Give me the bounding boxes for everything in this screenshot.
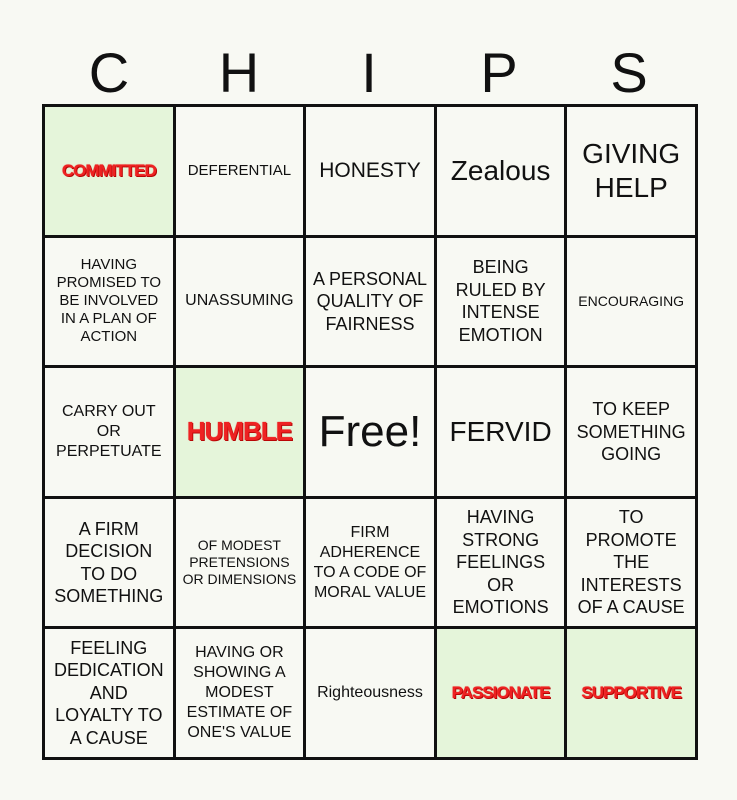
bingo-cell-r4c3[interactable]: [306, 499, 434, 627]
bingo-cell-r2c2[interactable]: [176, 238, 304, 366]
bingo-cell-r4c4[interactable]: [437, 499, 565, 627]
bingo-cell-r3c4[interactable]: [437, 368, 565, 496]
bingo-cell-r3c2[interactable]: [176, 368, 304, 496]
bingo-cell-r3c1[interactable]: [45, 368, 173, 496]
cell-text: Righteousness: [317, 684, 423, 702]
bingo-cell-r5c2[interactable]: [176, 629, 304, 757]
header-letter-c: C: [88, 41, 130, 104]
cell-text: BEING RULED BY INTENSE EMOTION: [455, 257, 546, 345]
bingo-board: [42, 104, 698, 760]
cell-text: PASSIONATE: [451, 682, 550, 702]
bingo-cell-r5c1[interactable]: [45, 629, 173, 757]
bingo-cell-r2c3[interactable]: [306, 238, 434, 366]
cell-text: HAVING OR SHOWING A MODEST ESTIMATE OF ONE'S VALUE: [186, 644, 293, 742]
header-letter-p: P: [480, 41, 518, 104]
bingo-cell-r2c4[interactable]: [437, 238, 565, 366]
bingo-cell-r1c3[interactable]: [306, 107, 434, 235]
cell-text: HONESTY: [319, 159, 421, 183]
bingo-cell-r1c4[interactable]: [437, 107, 565, 235]
bingo-cell-r5c3[interactable]: [306, 629, 434, 757]
bingo-cell-free[interactable]: [306, 368, 434, 496]
bingo-cell-r4c5[interactable]: [567, 499, 695, 627]
bingo-cell-r5c5[interactable]: [567, 629, 695, 757]
cell-text: FEELING DEDICATION AND LOYALTY TO A CAUSE: [53, 637, 164, 748]
cell-text: FERVID: [449, 416, 552, 448]
cell-text: UNASSUMING: [185, 292, 294, 310]
bingo-cell-r1c5[interactable]: [567, 107, 695, 235]
bingo-cell-r4c1[interactable]: [45, 499, 173, 627]
cell-text: Zealous: [450, 155, 551, 186]
cell-text: GIVING HELP: [582, 138, 681, 203]
bingo-cell-r5c4[interactable]: [437, 629, 565, 757]
cell-text: SUPPORTIVE: [581, 682, 681, 702]
cell-text: TO PROMOTE THE INTERESTS OF A CAUSE: [577, 507, 685, 618]
cell-text: HUMBLE: [186, 416, 292, 447]
free-space-text: Free!: [318, 406, 422, 456]
cell-text: HAVING STRONG FEELINGS OR EMOTIONS: [452, 507, 549, 618]
header-letter-s: S: [610, 41, 648, 104]
cell-text: CARRY OUT OR PERPETUATE: [56, 402, 162, 460]
cell-text: A FIRM DECISION TO DO SOMETHING: [54, 518, 164, 607]
header-letter-h: H: [218, 41, 260, 104]
cell-text: OF MODEST PRETENSIONS OR DIMENSIONS: [182, 537, 297, 587]
bingo-cell-r3c5[interactable]: [567, 368, 695, 496]
cell-text: ENCOURAGING: [578, 292, 685, 309]
cell-text: FIRM ADHERENCE TO A CODE OF MORAL VALUE: [313, 523, 427, 601]
bingo-header: [44, 40, 694, 106]
bingo-cell-r2c1[interactable]: [45, 238, 173, 366]
cell-text: HAVING PROMISED TO BE INVOLVED IN A PLAN OF ACTION: [56, 256, 162, 346]
header-letter-i: I: [361, 41, 377, 104]
bingo-cell-r1c2[interactable]: [176, 107, 304, 235]
cell-text: TO KEEP SOMETHING GOING: [576, 399, 686, 465]
bingo-cell-r4c2[interactable]: [176, 499, 304, 627]
bingo-cell-r1c1[interactable]: [45, 107, 173, 235]
cell-text: COMMITTED: [61, 160, 156, 180]
bingo-cell-r2c5[interactable]: [567, 238, 695, 366]
cell-text: DEFERENTIAL: [187, 161, 292, 179]
cell-text: A PERSONAL QUALITY OF FAIRNESS: [312, 268, 428, 334]
